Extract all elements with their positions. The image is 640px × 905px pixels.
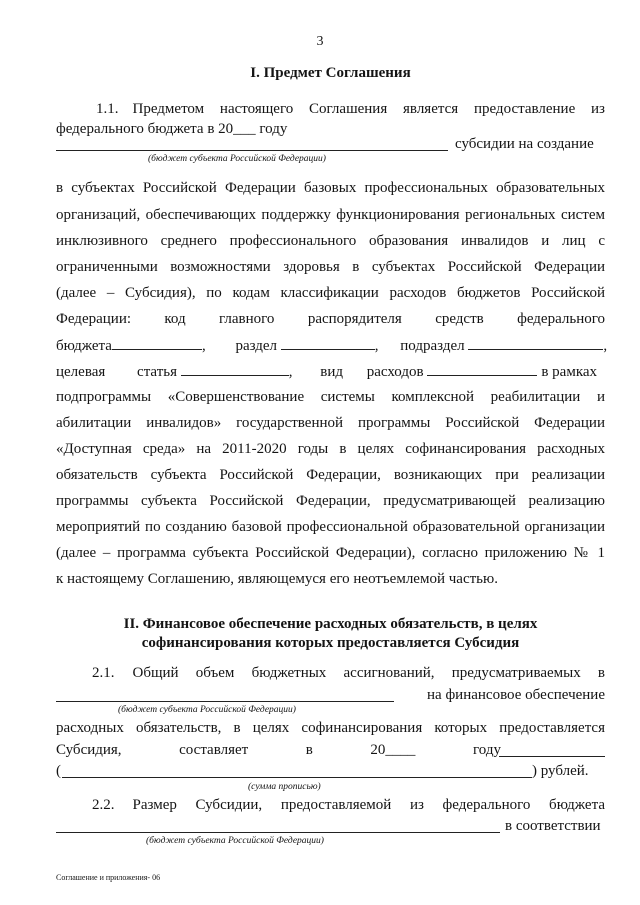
budget-blank-line: [56, 701, 394, 702]
para-1-1-line-1: [96, 99, 605, 119]
in-accordance-text: в соответствии: [505, 818, 601, 834]
statya-label: статья: [137, 364, 177, 380]
razdel-blank: [281, 335, 375, 350]
body-line: (далее – программа субъекта Российской Федерации), согласно приложению № 1: [56, 545, 605, 561]
footer-text: Соглашение и приложения- 06: [56, 873, 161, 882]
body-line: обязательств субъекта Российской Федерации, возникающих при реализации: [56, 467, 605, 483]
v-word: в: [305, 742, 313, 758]
sum-caption: (сумма прописью): [248, 782, 321, 792]
body-line: инклюзивного среднего профессионального образования инвалидов и лиц с: [56, 233, 605, 249]
body-line: ограниченными возможностями здоровья в субъектах Российской Федерации: [56, 259, 605, 275]
body-last-line: к настоящему Соглашению, являющемуся его неотъемлемой частью.: [56, 571, 498, 587]
amount-blank-line: [499, 756, 605, 757]
celevaya-label: целевая: [56, 364, 106, 380]
expense-kind-blank: [427, 361, 537, 376]
body-line: «Доступная среда» на 2011-2020 годы в целях софинансирования расходных: [56, 441, 605, 457]
financial-support-text: на финансовое обеспечение: [427, 687, 605, 703]
para-2-1-line-4: [56, 740, 501, 760]
year-word: 20____: [370, 742, 416, 758]
rubles-text: ) рублей.: [532, 763, 589, 779]
codes-line: [56, 309, 605, 329]
codes-word: распорядителя: [307, 311, 402, 327]
codes-word: федерального: [517, 311, 605, 327]
target-article-line: целевая статья , вид расходов в рамках: [56, 361, 605, 381]
para-2-1-line-3: расходных обязательств, в целях софинансирования которых предоставляется: [56, 720, 605, 736]
subsidy-word: Субсидия,: [56, 742, 122, 758]
body-line: абилитации инвалидов» государственной программы Российской Федерации: [56, 415, 605, 431]
vid-label: вид: [320, 364, 343, 380]
section-2-title-line-1: II. Финансовое обеспечение расходных обязательств, в целях: [123, 616, 538, 632]
body-line: в субъектах Российской Федерации базовых профессиональных образовательных: [56, 180, 605, 196]
codes-word: главного: [219, 311, 275, 327]
codes-word: средств: [435, 311, 484, 327]
codes-word: код: [164, 311, 186, 327]
budget-caption: (бюджет субъекта Российской Федерации): [146, 836, 324, 846]
godu-word: году: [472, 742, 501, 758]
para-2-1-text: Общий объем бюджетных ассигнований, предусматриваемых в: [132, 665, 605, 681]
para-2-1-number: 2.1.: [92, 665, 115, 681]
body-line: (далее – Субсидия), по кодам классификации расходов бюджетов Российской: [56, 285, 605, 301]
budget-caption: (бюджет субъекта Российской Федерации): [118, 705, 296, 715]
budget-label: бюджета: [56, 338, 112, 354]
article-blank: [181, 361, 289, 376]
para-2-2-text: Размер Субсидии, предоставляемой из федерального бюджета: [132, 797, 605, 813]
razdel-label: раздел: [235, 338, 278, 354]
podrazdel-blank: [468, 335, 603, 350]
body-line: подпрограммы «Совершенствование системы комплексной реабилитации и: [56, 389, 605, 405]
para-1-1-text: Предметом настоящего Соглашения является предоставление из: [132, 101, 605, 117]
budget-blank-line: [56, 832, 500, 833]
section-1-title: I. Предмет Соглашения: [250, 65, 411, 81]
budget-blank-line: [56, 150, 448, 151]
para-2-2-number: 2.2.: [92, 797, 115, 813]
sum-words-blank-line: [62, 777, 532, 778]
section-2-title-line-2: софинансирования которых предоставляется Субсидия: [141, 635, 520, 651]
subsidy-creation-text: субсидии на создание: [455, 136, 594, 152]
para-2-2-line-1: [92, 795, 605, 815]
budget-code-blank: [112, 335, 202, 350]
budget-codes-line: бюджета , раздел , подраздел ,: [56, 335, 605, 355]
body-line: мероприятий по созданию базовой профессиональной образовательной организации: [56, 519, 605, 535]
podrazdel-label: подраздел: [400, 338, 465, 354]
para-1-1-line-2: федерального бюджета в 20___ году: [56, 121, 288, 137]
para-1-1-number: 1.1.: [96, 101, 119, 117]
codes-word: Федерации:: [56, 311, 132, 327]
budget-caption: (бюджет субъекта Российской Федерации): [148, 154, 326, 164]
para-2-1-line-1: [92, 663, 605, 683]
sostavlyaet-word: составляет: [179, 742, 249, 758]
body-line: программы субъекта Российской Федерации, предусматривающей реализацию: [56, 493, 605, 509]
page-number: 3: [316, 34, 324, 49]
open-paren: (: [56, 763, 61, 779]
raskhodov-label: расходов: [366, 364, 424, 380]
v-ramkah-label: в рамках: [541, 364, 598, 380]
body-line: организаций, обеспечивающих поддержку функционирования региональных систем: [56, 207, 605, 223]
